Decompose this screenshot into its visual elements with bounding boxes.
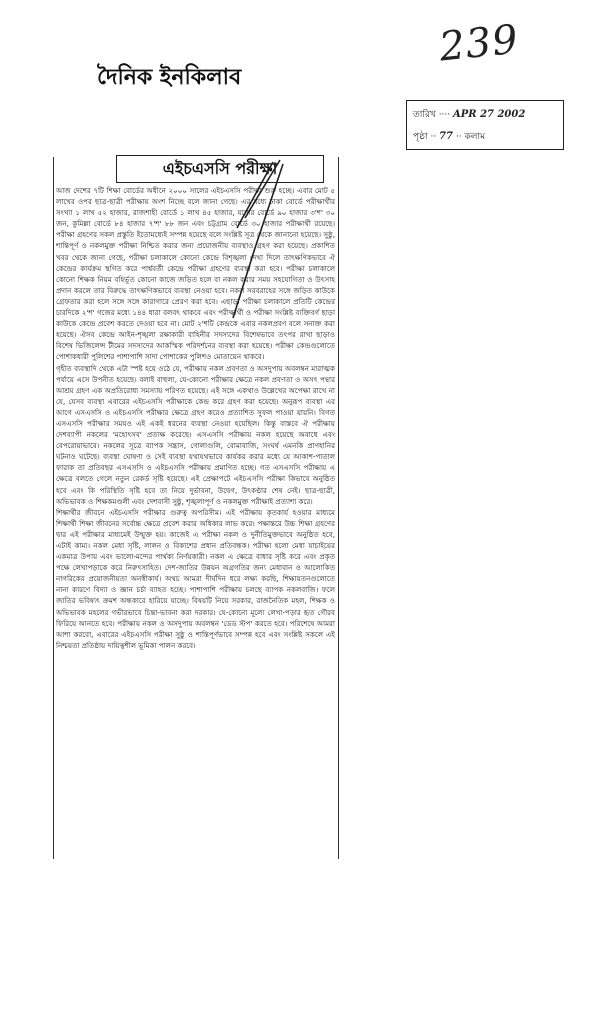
stamp-column-label: কলাম [464, 132, 486, 142]
newspaper-masthead: দৈনিক ইনকিলাব [97, 64, 242, 90]
stamp-date-row: তারিখ ···· APR 27 2002 [413, 109, 526, 120]
article-paragraph: শিক্ষার্থীর জীবনে এইচএসসি পরীক্ষার গুরুত্ব অপরিসীম। এই পরীক্ষায় কৃতকার্য হওয়ার মাধ্যমে শিক্ষার্থী শিক্ষা জীবনের সর্বোচ্চ ক্ষেত্রে প্রবেশ করার অধিকার লাভ করে। পক্ষান্তরে উচ্চ শিক্ষা গ্রহণের দ্বার এই পরীক্ষার মাধ্যমেই উন্মুক্ত হয়। কাজেই এ পরীক্ষা নকল ও দুর্নীতিমুক্তভাবে অনুষ্ঠিত হবে, এটাই কাম্য। নকল মেধা সৃষ্টি, লালন ও বিকাশের প্রধান প্রতিবন্ধক। পরীক্ষা হলো মেধা যাচাইয়ের একমাত্র উপায় এবং ভালো-মন্দের পার্থক্য নির্ণয়কারী। নকল এ ক্ষেত্রে বাধার সৃষ্টি করে এবং প্রকৃত পক্ষে লেখাপড়াকে করে নিরুৎসাহিত। দেশ-জাতির উন্নয়ন অগ্রগতির জন্য মেধাবান ও আলোকিত নাগরিকের প্রয়োজনীয়তা অনস্বীকার্য। অথচ আমরা দীর্ঘদিন ধরে লক্ষ্য করছি, শিক্ষায়তনগুলোতে নানা কারণে বিদ্যা ও জ্ঞান চর্চা ব্যাহত হচ্ছে। পাশাপাশি পরীক্ষায় চলছে ব্যাপক নকলবাজি। ফলে জাতির ভবিষ্যৎ ক্রমশ অন্ধকারে হারিয়ে যাচ্ছে। বিষয়টি নিয়ে সরকার, রাজনৈতিক মহল, শিক্ষক ও অভিভাবক মহলের গভীরভাবে চিন্তা-ভাবনা করা দরকার। যে-কোনো মূল্যে লেখা-পড়ার হৃত গৌরব ফিরিয়ে আনতে হবে। পরীক্ষায় নকল ও অসদুপায় অবলম্বন 'ডেড স্টপ' করতে হবে। পরিশেষে আমরা আশা করবো, এবারের এইচএসসি পরীক্ষা সুষ্ঠু ও শান্তিপূর্ণভাবে সম্পন্ন হবে এবং সংশ্লিষ্ট সকলে এই নিশ্চয়তা প্রতিষ্ঠায় দায়িত্বশীল ভূমিকা পালন করবে। [56, 507, 335, 650]
handwritten-page-number: 239 [437, 16, 521, 71]
stamp-page-label: পৃষ্ঠা [413, 132, 428, 142]
stamp-page-value: 77 [439, 131, 453, 142]
article-paragraph: গৃহীত ব্যবস্থাদি থেকে এটা স্পষ্ট হয়ে ওঠে যে, পরীক্ষায় নকল প্রবণতা ও অসদুপায় অবলম্বন মারাত্মক পর্যায়ে এসে উপনীত হয়েছে। বলাই বাহুল্য, যে-কোনো পরীক্ষার ক্ষেত্রে নকল প্রবণতা ও অসৎ পন্থার আশ্রয় গ্রহণ এক অপ্রতিরোধ্য সমস্যায় পরিণত হয়েছে। এই সঙ্গে একথাও উল্লেখের অপেক্ষা রাখে না যে, যেসব ব্যবস্থা এবারের এইচএসসি পরীক্ষাকে কেন্দ্র করে গ্রহণ করা হয়েছে। অনুরূপ ব্যবস্থা এর আগে এসএসসি ও এইচএসসি পরীক্ষার ক্ষেত্রে গ্রহণ করেও প্রত্যাশিত সুফল পাওয়া যায়নি। বিগত এসএসসি পরীক্ষার সময়ও এই একই ধরনের ব্যবস্থা নেওয়া হয়েছিল। কিন্তু বাস্তবে ঐ পরীক্ষায় দেশব্যাপী নকলের 'মহোৎসব' প্রত্যক্ষ করেছে। এসএসসি পরীক্ষায় নকল হয়েছে অবাধে এবং বেপরোয়াভাবে। নকলের সূত্রে ব্যাপক সন্ত্রাস, গোলাগুলি, বোমাবাজি, সংঘর্ষ এমনকি প্রাণহানির ঘটনাও ঘটেছে। ব্যবস্থা ঘোষণা ও সেই ব্যবস্থা যথাযথভাবে কার্যকর করার মধ্যে যে আকাশ-পাতাল ফারাক তা প্রতিবছর এসএসসি ও এইচএসসি পরীক্ষায় প্রমাণিত হচ্ছে। গত এসএসসি পরীক্ষায় এ ক্ষেত্রে বলতে গেলে নতুন রেকর্ড সৃষ্টি হয়েছে। এই প্রেক্ষাপটে এইচএসসি পরীক্ষা কিভাবে অনুষ্ঠিত হবে এবং কি পরিস্থিতি সৃষ্টি হবে তা নিয়ে দুর্ভাবনা, উদ্বেগ, উৎকণ্ঠার শেষ নেই। ছাত্র-ছাত্রী, অভিভাবক ও শিক্ষকমণ্ডলী এবং দেশবাসী সুষ্ঠু, শৃঙ্খলাপূর্ণ ও নকলমুক্ত পরীক্ষাই প্রত্যাশা করে। [56, 363, 335, 506]
article-headline: এইচএসসি পরীক্ষা [116, 155, 324, 183]
article-paragraph: আজ দেশের ৭টি শিক্ষা বোর্ডের অধীনে ২০০০ সালের এইচএসসি পরীক্ষা শুরু হচ্ছে। এবার মোট ৫ লাখের ওপর ছাত্র-ছাত্রী পরীক্ষায় অংশ নিচ্ছে বলে জানা গেছে। এর মধ্যে ঢাকা বোর্ডে পরীক্ষার্থীর সংখ্যা ১ লাখ ৫২ হাজার, রাজশাহী বোর্ডে ১ লাখ ৪৫ হাজার, যশোর বোর্ডে ৯০ হাজার ৩'শ' ৩০ জন, কুমিল্লা বোর্ডে ৮৪ হাজার ৭'শ' ৮৮ জন এবং চট্টগ্রাম বোর্ডে ৩০ হাজার পরীক্ষার্থী রয়েছে। পরীক্ষা গ্রহণের সকল প্রস্তুতি ইতোমধ্যেই সম্পন্ন হয়েছে বলে সংশ্লিষ্ট সূত্র থেকে জানানো হয়েছে। সুষ্ঠু, শান্তিপূর্ণ ও নকলমুক্ত পরীক্ষা নিশ্চিত করার জন্য প্রয়োজনীয় ব্যবস্থাও গ্রহণ করা হয়েছে। প্রকাশিত খবর থেকে জানা গেছে, পরীক্ষা চলাকালে কোনো কেন্দ্রে বিশৃঙ্খলা দেখা দিলে তাৎক্ষণিকভাবে ঐ কেন্দ্রের কার্যক্রম স্থগিত করে পার্শ্ববর্তী কেন্দ্রে পরীক্ষা গ্রহণের ব্যবস্থা করা হবে। পরীক্ষা চলাকালে কোনো শিক্ষক নিয়ম বহির্ভূত কোনো কাজে জড়িত হলে বা নকল করার সময় সহযোগিতা ও উৎসাহ প্রদান করলে তার বিরুদ্ধে তাৎক্ষণিকভাবে ব্যবস্থা নেওয়া হবে। নকল সরবরাহের সঙ্গে জড়িত কাউকে গ্রেফতার করা হলে সঙ্গে সঙ্গে কারাগারে প্রেরণ করা হবে। এছাড়া পরীক্ষা চলাকালে প্রতিটি কেন্দ্রের চারদিকে ২'শ' গজের মধ্যে ১৪৪ ধারা বলবৎ থাকবে এবং পরীক্ষার্থী ও পরীক্ষা সংশ্লিষ্ট ব্যক্তিবর্গ ছাড়া কাউকে কেন্দ্রে প্রবেশ করতে দেওয়া হবে না। মোট ২'শটি কেন্দ্রকে এবার নকলপ্রবণ বলে সনাক্ত করা হয়েছে। ঐসব কেন্দ্রে আইন-শৃঙ্খলা রক্ষাকারী বাহিনীর সদস্যদের বিশেষভাবে তৎপর রাখা ছাড়াও বিশেষ ভিজিলেন্স টীমের সদস্যদের আকস্মিক পরিদর্শনের ব্যবস্থা করা হয়েছে। পরীক্ষা কেন্দ্রগুলোতে পোশাকধারী পুলিশের পাশাপাশি সাদা পোশাকের পুলিশও মোতায়েন থাকবে। [56, 186, 335, 362]
date-stamp [406, 100, 564, 150]
article-body [56, 185, 335, 857]
stamp-date-label: তারিখ [413, 110, 436, 120]
stamp-page-row: পৃষ্ঠা ·· 77 ·· কলাম [413, 131, 486, 142]
stamp-date-value: APR 27 2002 [453, 109, 526, 120]
